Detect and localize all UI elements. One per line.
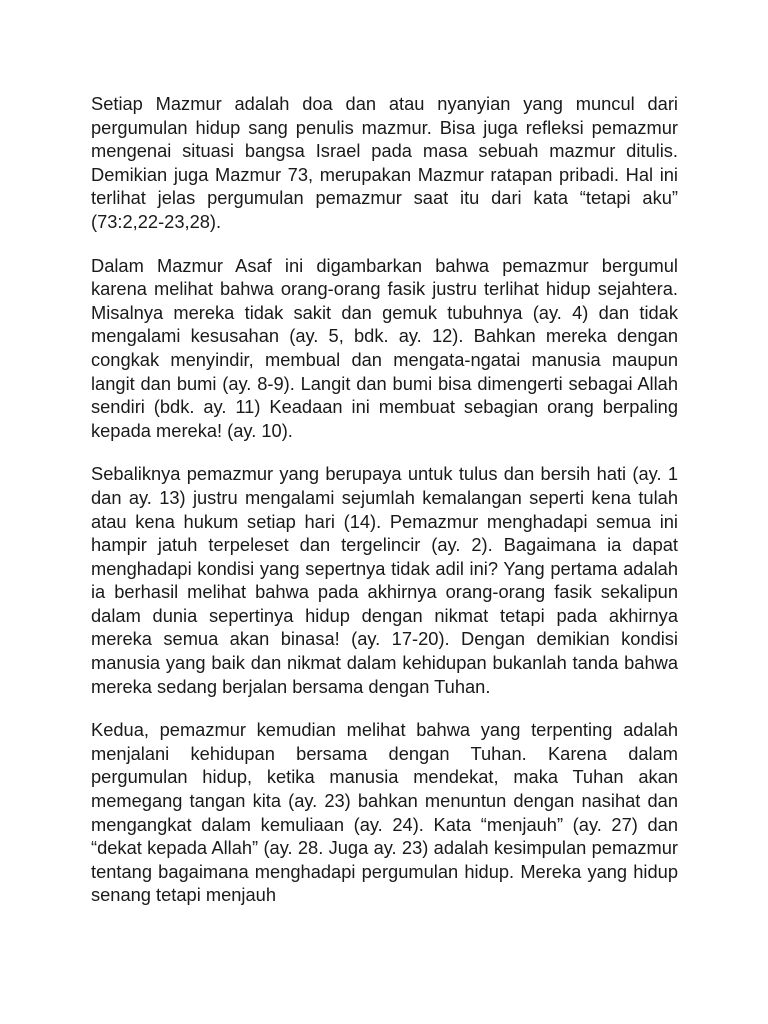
paragraph-4: Kedua, pemazmur kemudian melihat bahwa yang terpenting adalah menjalani kehidupan bersama dengan Tuhan. Karena dalam pergumulan hidup, ketika manusia mendekat, maka Tuhan akan memegang tangan kita (ay. 23) bahkan menuntun dengan nasihat dan mengangkat dalam kemuliaan (ay. 24). Kata “menjauh” (ay. 27) dan “dekat kepada Allah” (ay. 28. Juga ay. 23) adalah kesimpulan pemazmur tentang bagaimana menghadapi pergumulan hidup. Mereka yang hidup senang tetapi menjauh <box>91 719 678 906</box>
paragraph-2: Dalam Mazmur Asaf ini digambarkan bahwa pemazmur bergumul karena melihat bahwa orang-orang fasik justru terlihat hidup sejahtera. Misalnya mereka tidak sakit dan gemuk tubuhnya (ay. 4) dan tidak mengalami kesusahan (ay. 5, bdk. ay. 12). Bahkan mereka dengan congkak menyindir, membual dan mengata-ngatai manusia maupun langit dan bumi (ay. 8-9). Langit dan bumi bisa dimengerti sebagai Allah sendiri (bdk. ay. 11) Keadaan ini membuat sebagian orang berpaling kepada mereka! (ay. 10). <box>91 254 678 441</box>
paragraph-1: Setiap Mazmur adalah doa dan atau nyanyian yang muncul dari pergumulan hidup sang penulis mazmur. Bisa juga refleksi pemazmur mengenai situasi bangsa Israel pada masa sebuah mazmur ditulis. Demikian juga Mazmur 73, merupakan Mazmur ratapan pribadi. Hal ini terlihat jelas pergumulan pemazmur saat itu dari kata “tetapi aku” (73:2,22-23,28). <box>91 93 678 232</box>
paragraph-3: Sebaliknya pemazmur yang berupaya untuk tulus dan bersih hati (ay. 1 dan ay. 13) justru mengalami sejumlah kemalangan seperti kena tulah atau kena hukum setiap hari (14). Pemazmur menghadapi semua ini hampir jatuh terpeleset dan tergelincir (ay. 2). Bagaimana ia dapat menghadapi kondisi yang sepertnya tidak adil ini? Yang pertama adalah ia berhasil melihat bahwa pada akhirnya orang-orang fasik sekalipun dalam dunia sepertinya hidup dengan nikmat tetapi pada akhirnya mereka semua akan binasa! (ay. 17-20). Dengan demikian kondisi manusia yang baik dan nikmat dalam kehidupan bukanlah tanda bahwa mereka sedang berjalan bersama dengan Tuhan. <box>91 463 678 697</box>
document-body <box>91 92 678 907</box>
